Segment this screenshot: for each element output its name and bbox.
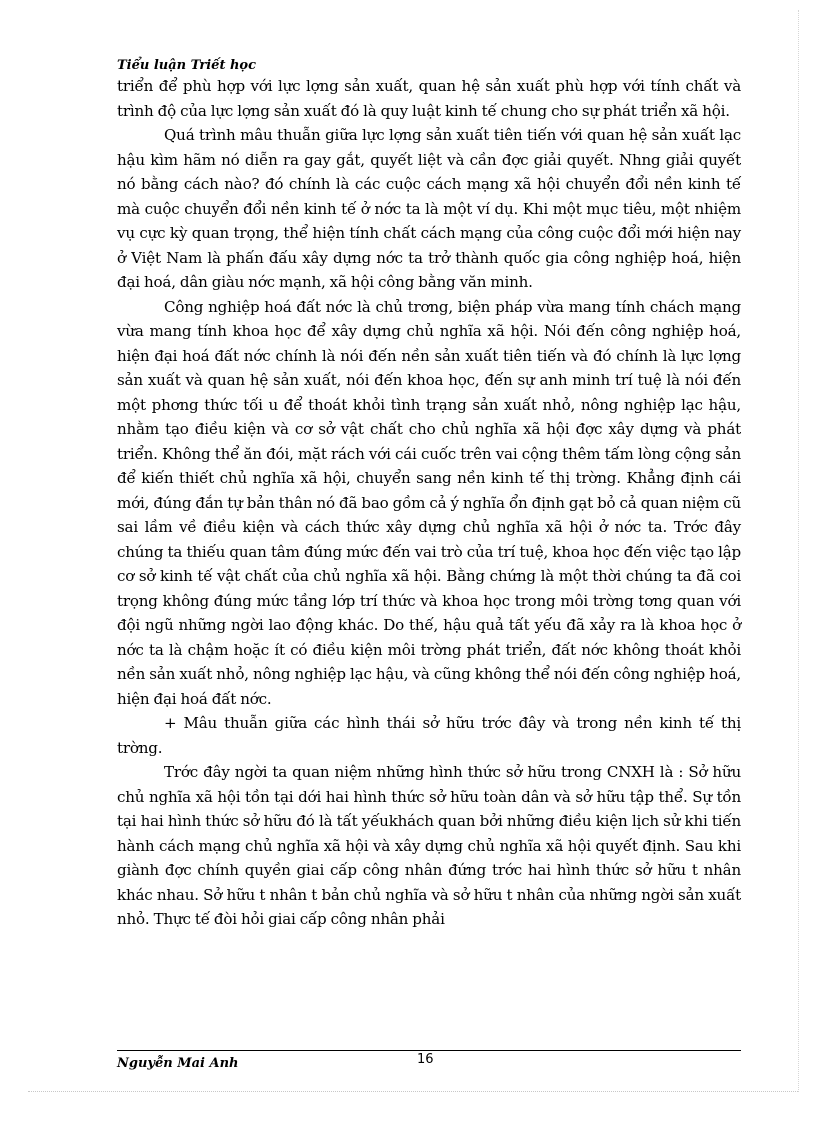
footer-divider (117, 1050, 741, 1051)
paragraph: Trớc đây ngời ta quan niệm những hình thức sở hữu trong CNXH là : Sở hữu chủ nghĩa xã hội tồn tại dới hai hình thức sở hữu toàn dân và sở hữu tập thể. Sự tồn tại hai hình thức sở hữu đó là tất yếukhách quan bởi những điều kiện lịch sử khi tiến hành cách mạng chủ nghĩa xã hội và xây dựng chủ nghĩa xã hội quyết định. Sau khi giành đợc chính quyền giai cấp công nhân đứng trớc hai hình thức sở hữu t nhân khác nhau. Sở hữu t nhân t bản chủ nghĩa và sở hữu t nhân của những ngời sản xuất nhỏ. Thực tế đòi hỏi giai cấp công nhân phải (117, 763, 741, 928)
page-edge-right (798, 10, 799, 1092)
paragraph-continuation: triển để phù hợp với lực lợng sản xuất, quan hệ sản xuất phù hợp với tính chất và trình độ của lực lợng sản xuất đó là quy luật kinh tế chung cho sự phát triển xã hội. (117, 77, 741, 120)
paragraph: + Mâu thuẫn giữa các hình thái sở hữu trớc đây và trong nền kinh tế thị trờng. (117, 714, 741, 757)
page-number: 16 (417, 1052, 434, 1067)
page-edge-bottom (28, 1091, 798, 1092)
header-title: Tiểu luận Triết học (117, 58, 257, 73)
footer-author: Nguyễn Mai Anh (117, 1056, 239, 1071)
paragraph: Quá trình mâu thuẫn giữa lực lợng sản xuất tiên tiến với quan hệ sản xuất lạc hậu kìm hãm nó diễn ra gay gắt, quyết liệt và cần đợc giải quyết. Nhng giải quyết nó bằng cách nào? đó chính là các cuộc cách mạng xã hội chuyển đổi nền kinh tế mà cuộc chuyển đổi nền kinh tế ở nớc ta là một ví dụ. Khi một mục tiêu, một nhiệm vụ cực kỳ quan trọng, thể hiện tính chất cách mạng của công cuộc đổi mới hiện nay ở Việt Nam là phấn đấu xây dựng nớc ta trở thành quốc gia công nghiệp hoá, hiện đại hoá, dân giàu nớc mạnh, xã hội công bằng văn minh. (117, 126, 741, 291)
body-text (117, 74, 741, 932)
paragraph: Công nghiệp hoá đất nớc là chủ trơng, biện pháp vừa mang tính chách mạng vừa mang tính khoa học để xây dựng chủ nghĩa xã hội. Nói đến công nghiệp hoá, hiện đại hoá đất nớc chính là nói đến nền sản xuất tiên tiến và đó chính là lực lợng sản xuất và quan hệ sản xuất, nói đến khoa học, đến sự anh minh trí tuệ là nói đến một phơng thức tối u để thoát khỏi tình trạng sản xuất nhỏ, nông nghiệp lạc hậu, nhằm tạo điều kiện và cơ sở vật chất cho chủ nghĩa xã hội đợc xây dựng và phát triển. Không thể ăn đói, mặt rách với cái cuốc trên vai cộng thêm tấm lòng cộng sản để kiến thiết chủ nghĩa xã hội, chuyển sang nền kinh tế thị trờng. Khẳng định cái mới, đúng đắn tự bản thân nó đã bao gồm cả ý nghĩa ổn định gạt bỏ cả quan niệm cũ sai lầm về điều kiện và cách thức xây dựng chủ nghĩa xã hội ở nớc ta. Trớc đây chúng ta thiếu quan tâm đúng mức đến vai trò của trí tuệ, khoa học đến việc tạo lập cơ sở kinh tế vật chất của chủ nghĩa xã hội. Bằng chứng là một thời chúng ta đã coi trọng không đúng mức tầng lớp trí thức và khoa học trong môi trờng tơng quan với đội ngũ những ngời lao động khác. Do thế, hậu quả tất yếu đã xảy ra là khoa học ở nớc ta là chậm hoặc ít có điều kiện môi trờng phát triển, đất nớc không thoát khỏi nền sản xuất nhỏ, nông nghiệp lạc hậu, và cũng không thể nói đến công nghiệp hoá, hiện đại hoá đất nớc. (117, 297, 741, 708)
